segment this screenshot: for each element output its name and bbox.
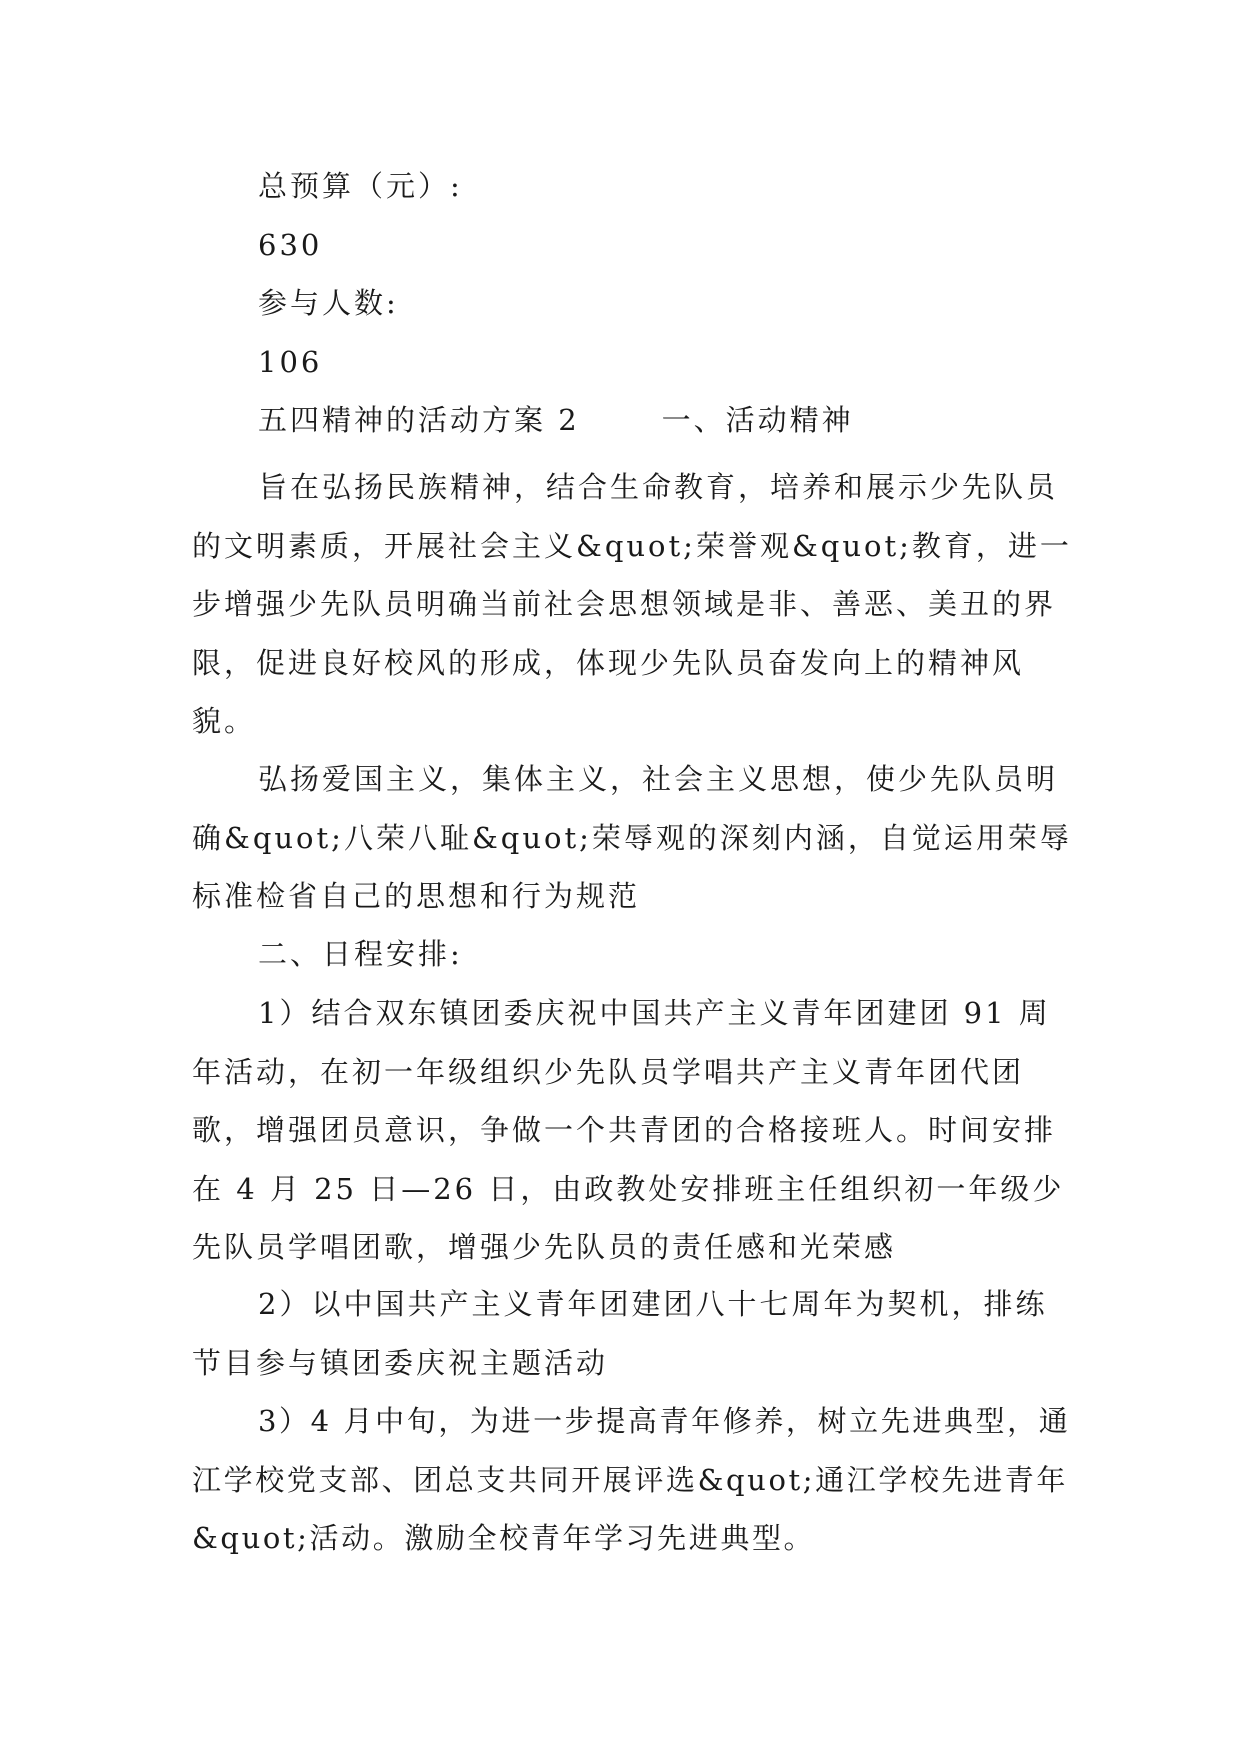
budget-label: 总预算（元）:	[258, 169, 463, 203]
section-title: 一、活动精神	[661, 403, 854, 437]
paragraph-patriotism: 弘扬爱国主义，集体主义，社会主义思想，使少先队员明确&quot;八荣八耻&quot;荣辱观的深刻内涵，自觉运用荣辱标准检省自己的思想和行为规范	[192, 762, 1072, 913]
section-heading	[258, 400, 854, 440]
budget-value: 630	[258, 228, 323, 262]
schedule-item-3: 3）4 月中旬，为进一步提高青年修养，树立先进典型，通江学校党支部、团总支共同开展评选&quot;通江学校先进青年&quot;活动。激励全校青年学习先进典型。	[192, 1404, 1071, 1555]
plan-title: 五四精神的活动方案 2	[258, 403, 580, 437]
schedule-heading: 二、日程安排:	[258, 937, 463, 971]
participants-label: 参与人数:	[258, 286, 399, 320]
schedule-item-2: 2）以中国共产主义青年团建团八十七周年为契机，排练节目参与镇团委庆祝主题活动	[192, 1287, 1048, 1380]
schedule-item-1: 1）结合双东镇团委庆祝中国共产主义青年团建团 91 周年活动，在初一年级组织少先队员学唱共产主义青年团代团歌，增强团员意识，争做一个共青团的合格接班人。时间安排在 4 月 25 日—26 日，由政教处安排班主任组织初一年级少先队员学唱团歌，增强少先队员的责任感和光荣感	[192, 996, 1065, 1264]
paragraph-activity-spirit: 旨在弘扬民族精神，结合生命教育，培养和展示少先队员的文明素质，开展社会主义&quot;荣誉观&quot;教育，进一步增强少先队员明确当前社会思想领域是非、善恶、美丑的界限，促进良好校风的形成，体现少先队员奋发向上的精神风貌。	[192, 470, 1072, 738]
participants-value: 106	[258, 345, 323, 379]
